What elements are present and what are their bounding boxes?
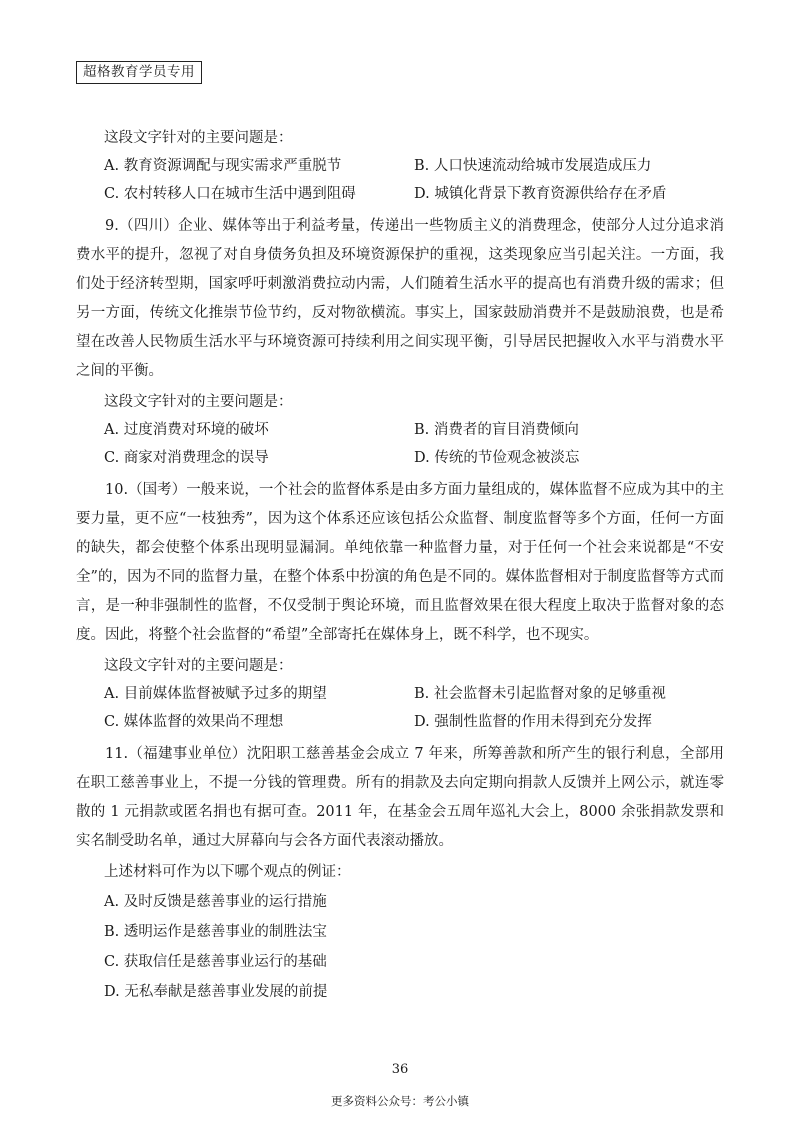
q10-option-d: D. 强制性监督的作用未得到充分发挥	[414, 714, 652, 730]
q11-passage: 11.（福建事业单位）沈阳职工慈善基金会成立 7 年来，所筹善款和所产生的银行利息，全部用在职工慈善事业上，不提一分钱的管理费。所有的捐款及去向定期向捐款人反馈并上网公示，就连零散的 1 元捐款或匿名捐也有据可查。2011 年，在基金会五周年巡礼大会上，8000 余张捐款发票和实名制受助名单，通过大屏幕向与会各方面代表滚动播放。	[76, 746, 724, 849]
q9-option-b: B. 消费者的盲目消费倾向	[414, 422, 579, 438]
q10-option-b: B. 社会监督未引起监督对象的足够重视	[414, 686, 666, 702]
q8-option-d: D. 城镇化背景下教育资源供给存在矛盾	[414, 186, 667, 202]
q9-option-d: D. 传统的节俭观念被淡忘	[414, 450, 580, 466]
q11-option-c: C. 获取信任是慈善事业运行的基础	[104, 954, 327, 970]
q10-passage: 10.（国考）一般来说，一个社会的监督体系是由多方面力量组成的，媒体监督不应成为其中的主要力量，更不应“一枝独秀”，因为这个体系还应该包括公众监督、制度监督等多个方面，任何一方面的缺失，都会使整个体系出现明显漏洞。单纯依靠一种监督力量，对于任何一个社会来说都是“不安全”的，因为不同的监督力量，在整个体系中扮演的角色是不同的。媒体监督相对于制度监督等方式而言，是一种非强制性的监督，不仅受制于舆论环境，而且监督效果在很大程度上取决于监督对象的态度。因此，将整个社会监督的“希望”全部寄托在媒体身上，既不科学，也不现实。	[76, 482, 724, 643]
q11-option-b: B. 透明运作是慈善事业的制胜法宝	[104, 924, 327, 940]
q9-option-a: A. 过度消费对环境的破坏	[104, 422, 269, 438]
q9-option-c: C. 商家对消费理念的误导	[104, 450, 269, 466]
q9-prompt: 这段文字针对的主要问题是：	[104, 394, 293, 410]
q9-options-row-1	[76, 420, 724, 440]
q10-option-a: A. 目前媒体监督被赋予过多的期望	[104, 686, 327, 702]
q10-prompt: 这段文字针对的主要问题是：	[104, 658, 293, 674]
q11-option-d: D. 无私奉献是慈善事业发展的前提	[104, 984, 328, 1000]
header-stamp: 超格教育学员专用	[76, 61, 202, 84]
q9-options-row-2	[76, 448, 724, 468]
q10-options-row-1	[76, 684, 724, 704]
q8-option-b: B. 人口快速流动给城市发展造成压力	[414, 158, 652, 174]
q11-option-a: A. 及时反馈是慈善事业的运行措施	[104, 894, 327, 910]
page-number: 36	[391, 1062, 409, 1077]
footer-note: 更多资料公众号：考公小镇	[331, 1094, 469, 1108]
q8-options-row-1	[76, 156, 724, 176]
q8-prompt: 这段文字针对的主要问题是：	[104, 130, 293, 146]
q8-option-c: C. 农村转移人口在城市生活中遇到阻碍	[104, 186, 356, 202]
q8-option-a: A. 教育资源调配与现实需求严重脱节	[104, 158, 342, 174]
q8-options-row-2	[76, 184, 724, 204]
q11-prompt: 上述材料可作为以下哪个观点的例证：	[104, 864, 351, 880]
page-content	[76, 128, 724, 1012]
q10-options-row-2	[76, 712, 724, 732]
q10-option-c: C. 媒体监督的效果尚不理想	[104, 714, 284, 730]
q9-passage: 9.（四川）企业、媒体等出于利益考量，传递出一些物质主义的消费理念，使部分人过分追求消费水平的提升，忽视了对自身债务负担及环境资源保护的重视，这类现象应当引起关注。一方面，我们处于经济转型期，国家呼吁刺激消费拉动内需，人们随着生活水平的提高也有消费升级的需求；但另一方面，传统文化推崇节俭节约，反对物欲横流。事实上，国家鼓励消费并不是鼓励浪费，也是希望在改善人民物质生活水平与环境资源可持续利用之间实现平衡，引导居民把握收入水平与消费水平之间的平衡。	[76, 218, 724, 379]
